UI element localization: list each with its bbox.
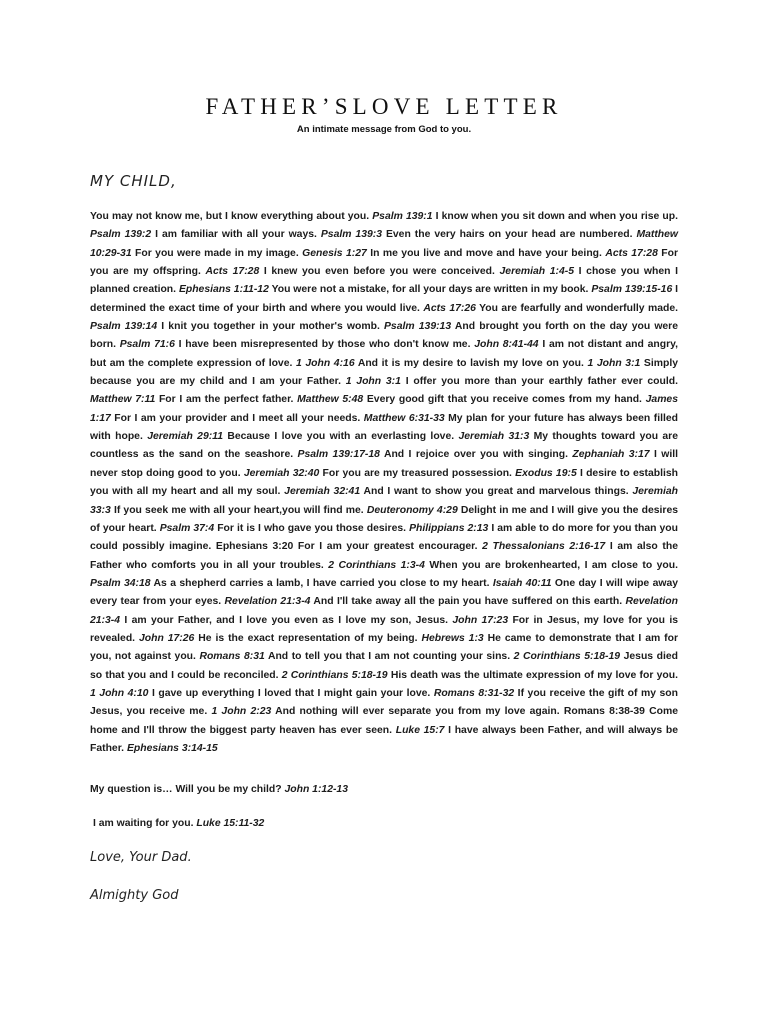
body-sentence: When you are brokenhearted, I am close to you. [424,559,679,571]
body-sentence: I am your Father, and I love you even as I love my son, Jesus. [120,614,453,626]
scripture-reference: Psalm 139:13 [384,321,452,333]
body-sentence: He came to demonstrate that I am for you, not against you. [90,632,678,663]
scripture-reference: Luke 15:7 [395,724,445,736]
body-sentence: I determined the exact time of your birth and where you would live. [90,284,679,314]
scripture-reference: Hebrews 1:3 [421,632,484,644]
body-sentence: His death was the ultimate expression of my love for you. [387,669,678,681]
body-sentence: I knit you together in your mother's womb. [157,321,384,333]
body-sentence: And I want to show you great and marvelous things. [360,486,633,498]
body-sentence: And to tell you that I am not counting your sins. [264,651,514,663]
scripture-reference: Jeremiah 33:3 [90,486,679,516]
body-sentence: And it is my desire to lavish my love on you. [354,357,588,369]
scripture-reference: Revelation 21:3-4 [224,596,311,608]
scripture-reference: Acts 17:28 [605,247,658,259]
scripture-reference: Philippians 2:13 [409,522,489,534]
body-sentence: I will never stop doing good to you. [90,449,679,479]
body-sentence: Delight in me and I will give you the desires of your heart. [90,504,678,534]
scripture-reference: Isaiah 40:11 [492,577,552,589]
body-sentence: Simply because you are my child and I am your Father. [90,357,679,388]
waiting-reference: Luke 15:11-32 [196,818,265,829]
scripture-reference: Exodus 19:5 [515,467,577,479]
waiting-text: I am waiting for you. [93,818,197,829]
question-line [90,784,348,795]
scripture-reference: 1 John 3:1 [587,357,641,369]
body-sentence: And nothing will ever separate you from my love again. Romans 8:38-39 Come home and I'll throw the biggest party heaven has ever seen. [90,706,678,736]
body-sentence: Jesus died so that you and I could be reconciled. [90,651,678,681]
scripture-reference: Acts 17:28 [205,266,260,278]
body-sentence: My plan for your future has always been filled with hope. [90,412,678,443]
scripture-reference: Psalm 139:1 [372,211,433,222]
body-sentence: I offer you more than your earthly father ever could. [400,376,678,388]
scripture-reference: Psalm 139:17-18 [297,449,380,461]
body-sentence: If you seek me with all your heart,you will find me. [110,504,367,516]
scripture-reference: Jeremiah 32:41 [284,486,361,498]
scripture-reference: Ephesians 3:14-15 [126,742,218,754]
body-sentence: I have always been Father, and will always be Father. [90,724,678,754]
scripture-reference: James 1:17 [90,394,678,424]
body-sentence: Because I love you with an everlasting love. [222,431,459,443]
scripture-reference: 1 John 4:10 [90,687,149,699]
body-sentence: I gave up everything I loved that I might gain your love. [148,687,434,699]
scripture-reference: John 17:23 [452,614,509,626]
body-sentence: I know when you sit down and when you rise up. [432,211,678,222]
body-sentence: And I rejoice over you with singing. [379,449,573,461]
body-sentence: You may not know me, but I know everything about you. [90,211,373,222]
waiting-line [93,818,264,829]
body-sentence: My thoughts toward you are countless as the sand on the seashore. [90,431,678,461]
scripture-reference: 2 Corinthians 1:3-4 [328,559,425,571]
question-text: My question is… Will you be my child? [90,784,285,795]
scripture-reference: Psalm 139:15-16 [591,284,673,296]
letter-body [90,208,678,758]
scripture-reference: Jeremiah 31:3 [458,431,530,443]
body-sentence: I have been misrepresented by those who don't know me. [174,339,475,351]
scripture-reference: John 8:41-44 [474,339,539,351]
signature: Almighty God [90,888,179,903]
body-sentence: And brought you forth on the day you were born. [90,321,678,351]
scripture-reference: Psalm 139:3 [320,229,383,241]
body-sentence: I am also the Father who comforts you in all your troubles. [90,541,678,571]
scripture-reference: 1 John 3:1 [345,376,401,388]
scripture-reference: Deuteronomy 4:29 [366,504,458,516]
greeting: MY CHILD, [90,172,177,190]
scripture-reference: 2 Corinthians 5:18-19 [281,669,388,681]
body-sentence: And I'll take away all the pain you have suffered on this earth. [310,596,626,608]
scripture-reference: Psalm 71:6 [119,339,175,351]
scripture-reference: Jeremiah 32:40 [243,467,320,479]
signoff: Love, Your Dad. [90,850,192,865]
scripture-reference: Ephesians 1:11-12 [178,284,269,296]
question-reference: John 1:12-13 [284,784,348,795]
body-sentence: Every good gift that you receive comes from my hand. [363,394,646,406]
scripture-reference: 2 Corinthians 5:18-19 [513,651,621,663]
scripture-reference: Psalm 139:2 [90,229,152,241]
body-sentence: I am able to do more for you than you could possibly imagine. Ephesians 3:20 For I am your greatest encourager. [90,522,678,553]
body-sentence: For you were made in my image. [131,247,303,259]
scripture-reference: Romans 8:31 [199,651,265,663]
scripture-reference: Matthew 10:29-31 [90,229,679,259]
body-sentence: I knew you even before you were conceived. [259,266,500,278]
scripture-reference: Romans 8:31-32 [433,687,515,699]
scripture-reference: Zephaniah 3:17 [572,449,650,461]
body-sentence: He is the exact representation of my being. [194,632,422,644]
body-sentence: One day I will wipe away every tear from your eyes. [90,577,679,608]
body-sentence: You were not a mistake, for all your days are written in my book. [268,284,592,296]
body-sentence: I chose you when I planned creation. [90,266,678,296]
body-sentence: You are fearfully and wonderfully made. [475,302,678,314]
scripture-reference: Genesis 1:27 [302,247,367,259]
scripture-reference: Revelation 21:3-4 [90,596,678,626]
body-sentence: For I am your provider and I meet all your needs. [110,412,364,424]
body-sentence: For in Jesus, my love for you is revealed. [90,614,678,644]
scripture-reference: Acts 17:26 [423,302,476,314]
scripture-reference: Matthew 6:31-33 [363,412,445,424]
body-sentence: I am familiar with all your ways. [151,229,321,241]
body-sentence: As a shepherd carries a lamb, I have carried you close to my heart. [150,577,493,589]
body-sentence: In me you live and move and have your being. [366,247,606,259]
body-sentence: I desire to establish you with all my heart and all my soul. [90,467,679,498]
scripture-reference: Matthew 7:11 [90,394,156,406]
body-sentence: For it is I who gave you those desires. [214,522,410,534]
scripture-reference: Psalm 34:18 [90,577,151,589]
body-sentence: For you are my treasured possession. [319,467,516,479]
scripture-reference: Psalm 139:14 [90,321,158,333]
scripture-reference: 2 Thessalonians 2:16-17 [482,541,606,553]
scripture-reference: 1 John 4:16 [295,357,355,369]
body-sentence: Even the very hairs on your head are numbered. [382,229,637,241]
document-title: FATHER’SLOVE LETTER [205,94,563,119]
scripture-reference: Psalm 37:4 [159,522,215,534]
body-sentence: I am not distant and angry, but am the complete expression of love. [90,339,679,369]
scripture-reference: Jeremiah 1:4-5 [499,266,575,278]
scripture-reference: Jeremiah 29:11 [147,431,223,443]
scripture-reference: Matthew 5:48 [297,394,364,406]
document-subtitle: An intimate message from God to you. [296,124,472,135]
scripture-reference: John 17:26 [139,632,195,644]
body-sentence: For you are my offspring. [90,247,678,278]
scripture-reference: 1 John 2:23 [211,706,272,718]
body-sentence: For I am the perfect father. [155,394,298,406]
body-sentence: If you receive the gift of my son Jesus, you receive me. [90,687,679,718]
